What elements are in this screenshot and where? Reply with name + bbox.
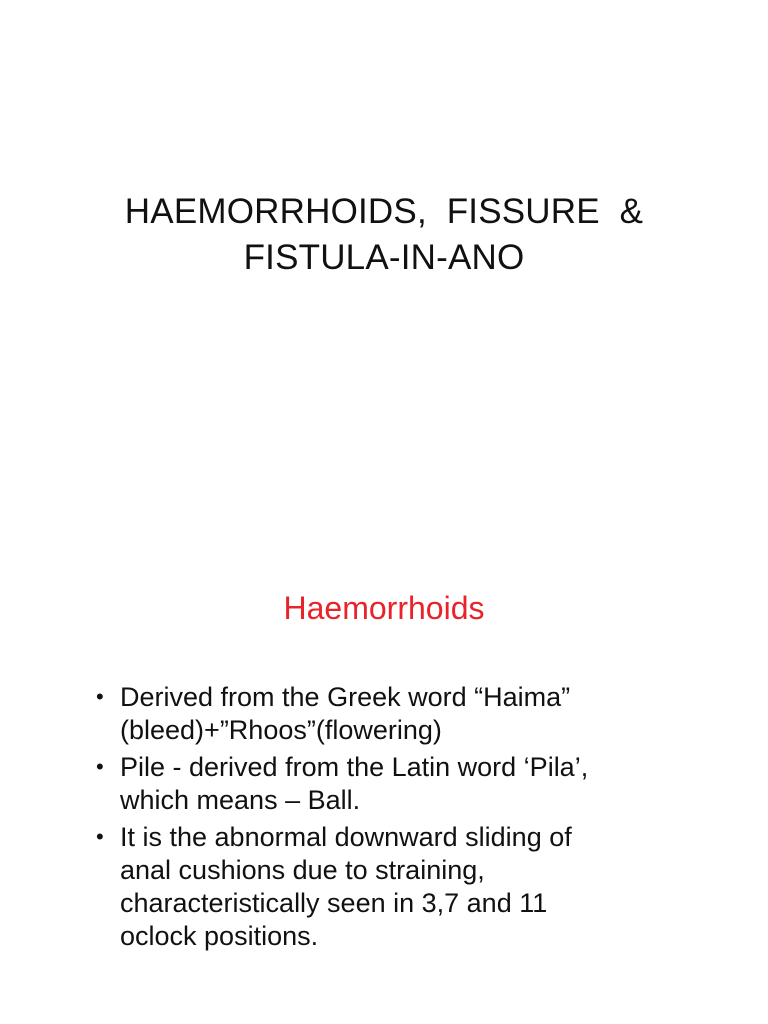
bullet-text-line: which means – Ball. [120,785,361,815]
title-line-2: FISTULA-IN-ANO [243,238,525,277]
bullet-text-line: anal cushions due to straining, [120,855,485,885]
bullet-item-etymology-latin [96,751,716,817]
bullet-marker: • [96,754,104,779]
bullet-text-line: Pile - derived from the Latin word ‘Pila’, [120,752,589,782]
title-line-1: HAEMORRHOIDS, FISSURE & [124,192,644,231]
bullet-text-line: (bleed)+”Rhoos”(flowering) [120,715,442,745]
bullet-marker: • [96,684,104,709]
bullet-marker: • [96,824,104,849]
bullet-list [96,681,716,957]
bullet-item-etymology-greek [96,681,716,747]
bullet-text-line: oclock positions. [120,921,319,951]
bullet-text-line: characteristically seen in 3,7 and 11 [120,888,548,918]
bullet-text-line: It is the abnormal downward sliding of [120,822,572,852]
content-slide [0,540,768,1024]
section-heading: Haemorrhoids [283,590,485,626]
bullet-text-line: Derived from the Greek word “Haima” [120,682,571,712]
bullet-item-definition [96,821,716,953]
